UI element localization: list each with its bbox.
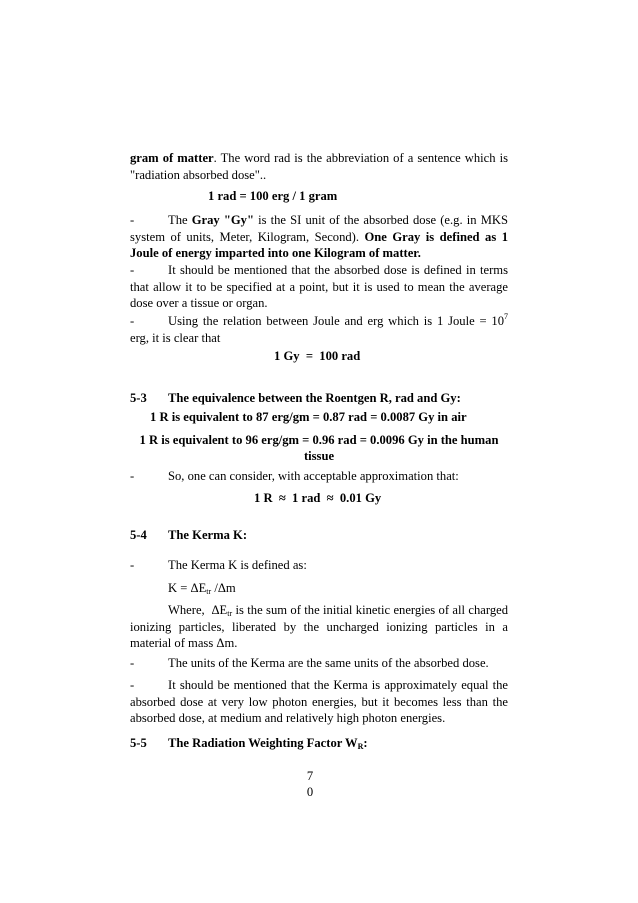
page-number-digit: 7 <box>306 769 314 783</box>
paragraph-kerma-defined <box>130 557 508 574</box>
paragraph-text: It should be mentioned that the Kerma is approximately equal the absorbed dose at very low photon energies, but it becomes less than the absorbed dose, at medium and relatively high photon energies. <box>130 678 508 726</box>
bold-lead-text: gram of matter <box>130 151 214 165</box>
paragraph-text: . The word rad is the abbreviation of a sentence which is <box>213 151 508 165</box>
page-number <box>300 768 320 800</box>
equation-gy: 1 Gy = 100 rad <box>274 349 361 363</box>
list-dash: - <box>130 213 135 227</box>
paragraph-rad-definition <box>130 150 508 183</box>
page-number-digit: 0 <box>306 785 314 799</box>
paragraph-line: erg, it is clear that <box>130 330 221 345</box>
paragraph-kerma-comparison <box>130 677 508 727</box>
list-dash: - <box>130 314 135 328</box>
section-title: The Radiation Weighting Factor W <box>168 736 358 750</box>
paragraph-absorbed-dose <box>130 262 508 312</box>
paragraph-text: So, one can consider, with acceptable approximation that: <box>168 469 459 483</box>
bold-term: Gray "Gy" <box>191 213 254 227</box>
paragraph-text: The Kerma K is defined as: <box>168 558 307 572</box>
paragraph-line: "radiation absorbed dose".. <box>130 167 267 182</box>
list-dash: - <box>130 656 135 670</box>
list-dash: - <box>130 558 135 572</box>
list-dash: - <box>130 469 135 483</box>
paragraph-kerma-units <box>130 655 508 672</box>
paragraph-line <box>130 313 508 330</box>
paragraph-gray <box>130 212 508 262</box>
section-heading-5-3 <box>130 390 530 406</box>
paragraph-approximation <box>130 468 508 485</box>
equation-approx: 1 R ≈ 1 rad ≈ 0.01 Gy <box>254 491 382 505</box>
kerma-formula <box>130 580 508 597</box>
section-title: The equivalence between the Roentgen R, rad and Gy: <box>168 391 461 405</box>
paragraph-line <box>130 150 508 167</box>
section-number: 5-5 <box>130 736 147 750</box>
equation-rad: 1 rad = 100 erg / 1 gram <box>208 189 338 203</box>
subscript: tr <box>227 609 233 618</box>
equation-r-tissue <box>124 432 514 464</box>
section-number: 5-3 <box>130 391 147 405</box>
formula-text: K = ΔE <box>168 581 207 595</box>
section-title-colon: : <box>363 736 368 750</box>
superscript: 7 <box>504 312 508 321</box>
subscript: tr <box>206 587 212 596</box>
paragraph-text: The units of the Kerma are the same units of the absorbed dose. <box>168 656 489 670</box>
paragraph-text: The <box>168 213 192 227</box>
equation-line: tissue <box>303 449 335 463</box>
paragraph-text: Using the relation between Joule and erg which is 1 Joule = 10 <box>168 314 504 328</box>
section-title: The Kerma K: <box>168 528 248 542</box>
paragraph-kerma-where <box>130 602 508 652</box>
section-number: 5-4 <box>130 528 147 542</box>
subscript: R <box>357 742 364 751</box>
paragraph-text: It should be mentioned that the absorbed dose is defined in terms that allow it to be specified at a point, but it is used to mean the average dose over a tissue or organ. <box>130 263 508 311</box>
bold-definition: One Gray is defined as 1 Joule of energy imparted into one Kilogram of matter. <box>130 229 509 261</box>
paragraph-text: is the sum of the initial kinetic energies of all charged ionizing particles, liberated by the uncharged ionizing particles in a material of mass Δm. <box>130 603 508 651</box>
paragraph-text: is the SI unit of the absorbed dose (e.g. in MKS system of units, Meter, Kilogram, Second). <box>130 213 508 244</box>
list-dash: - <box>130 678 135 692</box>
paragraph-text: Where, ΔE <box>168 603 228 617</box>
paragraph-joule-erg <box>130 313 508 346</box>
section-heading-5-4 <box>130 527 530 543</box>
formula-text: /Δm <box>211 581 236 595</box>
list-dash: - <box>130 263 135 277</box>
equation-line: 1 R is equivalent to 96 erg/gm = 0.96 rad = 0.0096 Gy in the human <box>139 433 499 447</box>
section-heading-5-5 <box>130 735 530 751</box>
equation-r-air: 1 R is equivalent to 87 erg/gm = 0.87 rad = 0.0087 Gy in air <box>150 410 467 424</box>
